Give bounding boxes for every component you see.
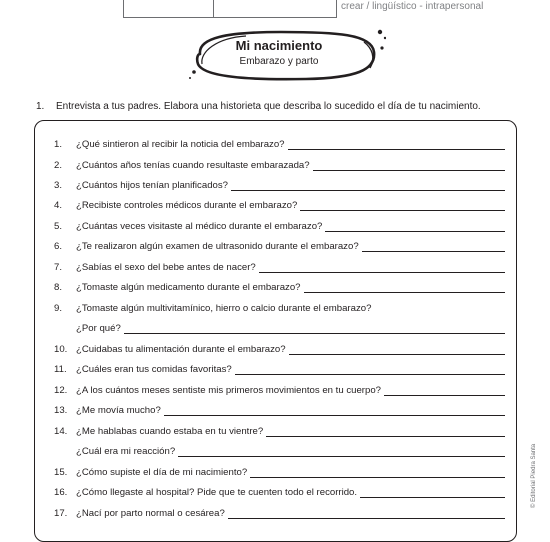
question-row: 6. ¿Te realizaron algún examen de ultrasonido durante el embarazo? [54,238,505,252]
question-row: 12. ¿A los cuántos meses sentiste mis primeros movimientos en tu cuerpo? [54,382,505,396]
answer-line[interactable] [288,139,505,150]
answer-line[interactable] [300,200,505,211]
question-row: 14. ¿Me hablabas cuando estaba en tu vientre? [54,423,505,437]
answer-line[interactable] [266,426,505,437]
answer-line[interactable] [164,405,505,416]
copyright-note: © Editorial Piedra Santa [531,443,537,508]
question-row: 15. ¿Cómo supiste el día de mi nacimiento? [54,464,505,478]
header-tab-left [123,0,214,18]
instruction-number: 1. [36,101,45,112]
question-row: 13. ¿Me movía mucho? [54,402,505,416]
question-row: 7. ¿Sabías el sexo del bebe antes de nacer? [54,259,505,273]
question-row: 5. ¿Cuántas veces visitaste al médico durante el embarazo? [54,218,505,232]
answer-line[interactable] [304,282,505,293]
answer-line[interactable] [124,323,505,334]
answer-line[interactable] [362,241,505,252]
question-row: 2. ¿Cuántos años tenías cuando resultaste embarazada? [54,157,505,171]
page-header [0,0,550,18]
brush-frame-icon [186,24,386,86]
answer-line[interactable] [384,385,505,396]
question-row: 10. ¿Cuidabas tu alimentación durante el embarazo? [54,341,505,355]
answer-line[interactable] [325,221,505,232]
question-row: 8. ¿Tomaste algún medicamento durante el embarazo? [54,279,505,293]
answer-line[interactable] [289,344,505,355]
question-row: 9. ¿Tomaste algún multivitamínico, hierro o calcio durante el embarazo? [54,303,372,314]
header-tab-right [213,0,337,18]
title-banner [186,24,386,86]
page-subtitle: Embarazo y parto [239,56,319,67]
question-row: ¿Cuál era mi reacción? [54,443,505,457]
answer-line[interactable] [259,262,505,273]
answer-line[interactable] [250,467,505,478]
instruction [36,101,481,112]
answer-line[interactable] [360,487,505,498]
answer-line[interactable] [178,446,505,457]
question-row: 11. ¿Cuáles eran tus comidas favoritas? [54,361,505,375]
question-row: 17. ¿Nací por parto normal o cesárea? [54,505,505,519]
instruction-text: Entrevista a tus padres. Elabora una historieta que describa lo sucedido el día de tu nacimiento. [56,101,481,112]
question-row: 16. ¿Cómo llegaste al hospital? Pide que te cuenten todo el recorrido. [54,484,505,498]
answer-line[interactable] [313,160,505,171]
question-row: ¿Por qué? [54,320,505,334]
question-row: 3. ¿Cuántos hijos tenían planificados? [54,177,505,191]
page-title: Mi nacimiento [235,38,323,53]
skills-label: crear / lingüístico - intrapersonal [341,1,484,12]
question-row: 1. ¿Qué sintieron al recibir la noticia del embarazo? [54,136,505,150]
answer-line[interactable] [231,180,505,191]
answer-line[interactable] [228,508,505,519]
answer-line[interactable] [235,364,505,375]
question-row: 4. ¿Recibiste controles médicos durante el embarazo? [54,197,505,211]
